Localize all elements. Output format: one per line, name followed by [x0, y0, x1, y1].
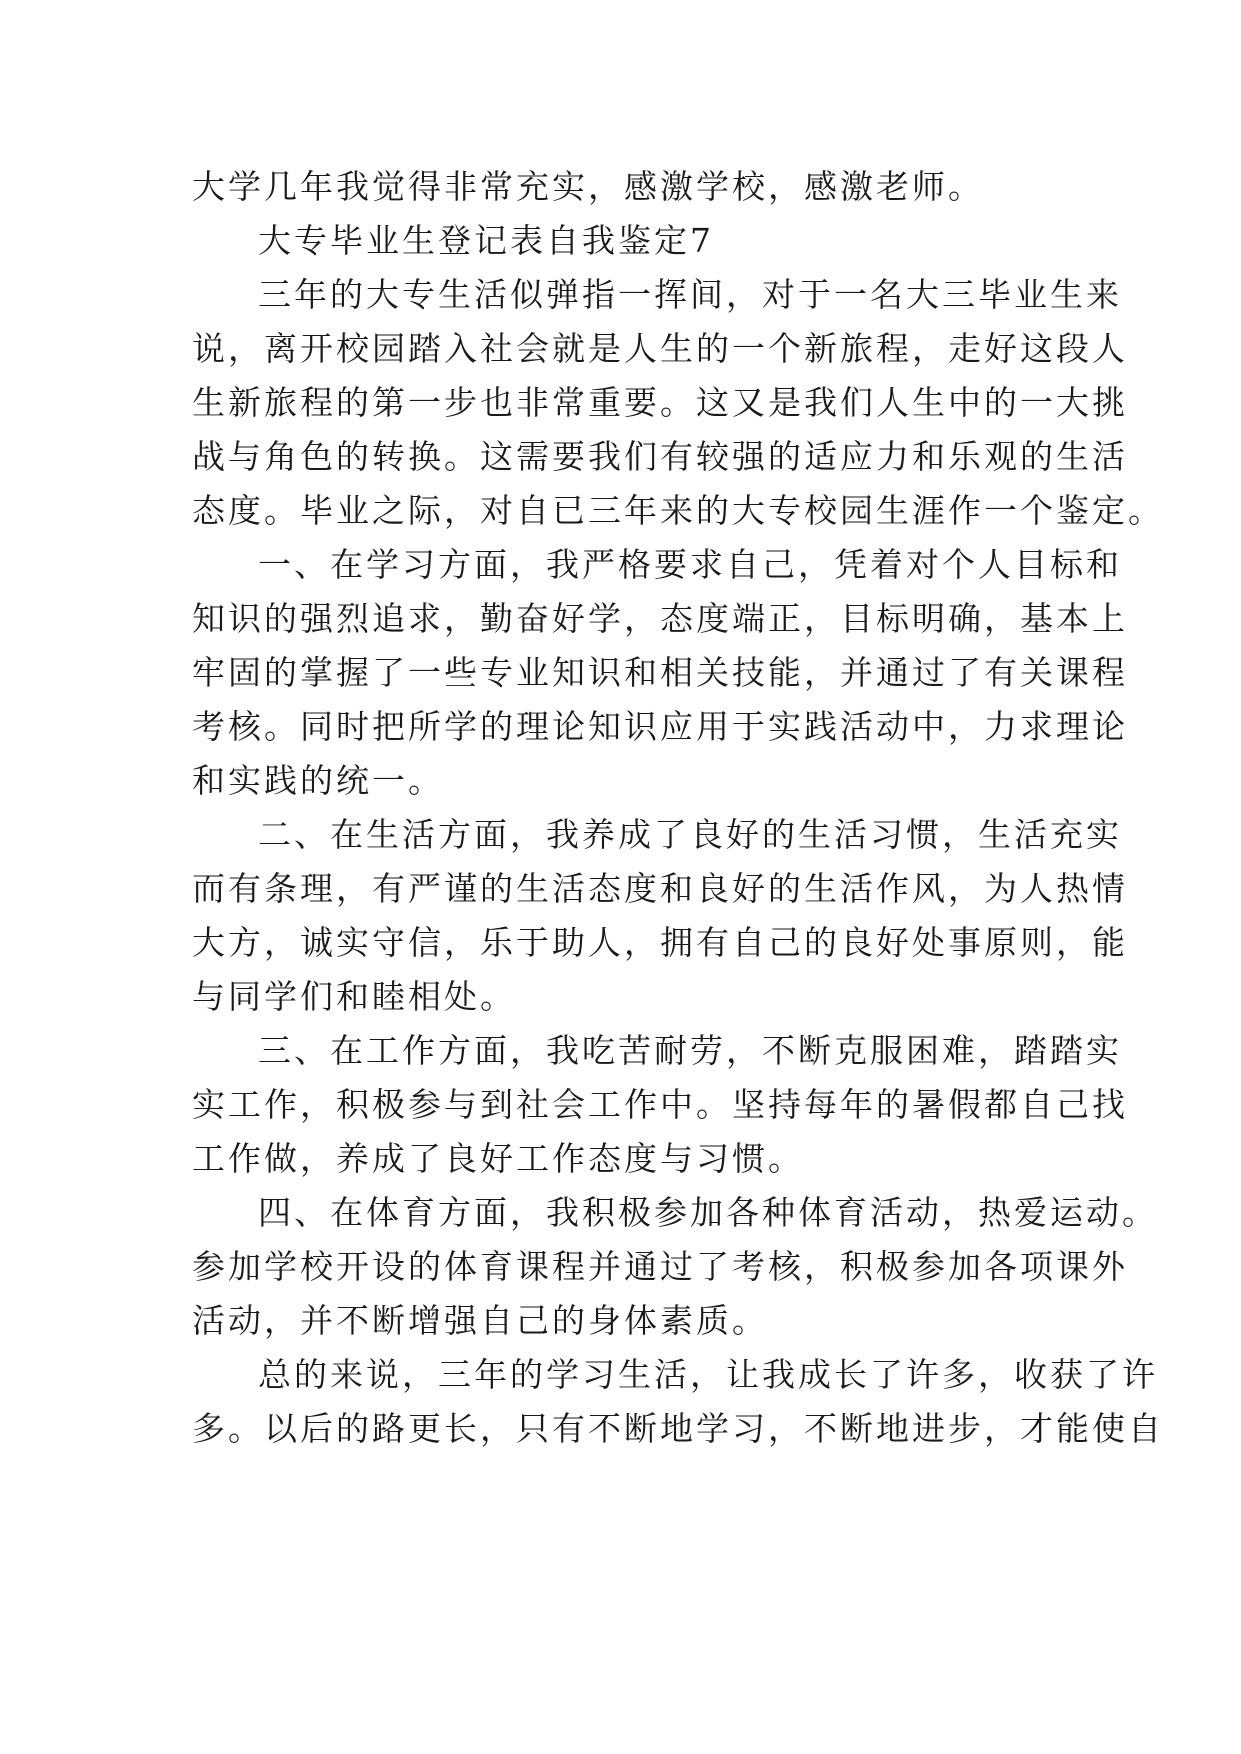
section-heading: 大专毕业生登记表自我鉴定7	[258, 221, 714, 260]
text-line: 三年的大专生活似弹指一挥间，对于一名大三毕业生来	[258, 275, 1122, 314]
text-line: 一、在学习方面，我严格要求自己，凭着对个人目标和	[258, 545, 1122, 584]
text-line: 多。以后的路更长，只有不断地学习，不断地进步，才能使自	[192, 1409, 1164, 1448]
text-line: 总的来说，三年的学习生活，让我成长了许多，收获了许	[258, 1355, 1158, 1394]
text-line: 牢固的掌握了一些专业知识和相关技能，并通过了有关课程	[192, 653, 1128, 692]
text-line: 知识的强烈追求，勤奋好学，态度端正，目标明确，基本上	[192, 599, 1128, 638]
text-line: 与同学们和睦相处。	[192, 977, 516, 1016]
text-line: 说，离开校园踏入社会就是人生的一个新旅程，走好这段人	[192, 329, 1128, 368]
text-line: 大方，诚实守信，乐于助人，拥有自己的良好处事原则，能	[192, 923, 1128, 962]
text-line: 和实践的统一。	[192, 761, 444, 800]
text-line: 工作做，养成了良好工作态度与习惯。	[192, 1139, 804, 1178]
text-line: 大学几年我觉得非常充实，感激学校，感激老师。	[192, 167, 984, 206]
text-line: 生新旅程的第一步也非常重要。这又是我们人生中的一大挑	[192, 383, 1128, 422]
text-line: 二、在生活方面，我养成了良好的生活习惯，生活充实	[258, 815, 1122, 854]
text-line: 三、在工作方面，我吃苦耐劳，不断克服困难，踏踏实	[258, 1031, 1122, 1070]
text-line: 态度。毕业之际，对自已三年来的大专校园生涯作一个鉴定。	[192, 491, 1164, 530]
text-line: 而有条理，有严谨的生活态度和良好的生活作风，为人热情	[192, 869, 1128, 908]
text-line: 四、在体育方面，我积极参加各种体育活动，热爱运动。	[258, 1193, 1158, 1232]
text-line: 考核。同时把所学的理论知识应用于实践活动中，力求理论	[192, 707, 1128, 746]
text-line: 战与角色的转换。这需要我们有较强的适应力和乐观的生活	[192, 437, 1128, 476]
document-page	[192, 160, 1164, 1456]
text-line: 参加学校开设的体育课程并通过了考核，积极参加各项课外	[192, 1247, 1128, 1286]
text-line: 活动，并不断增强自己的身体素质。	[192, 1301, 768, 1340]
text-line: 实工作，积极参与到社会工作中。坚持每年的暑假都自己找	[192, 1085, 1128, 1124]
